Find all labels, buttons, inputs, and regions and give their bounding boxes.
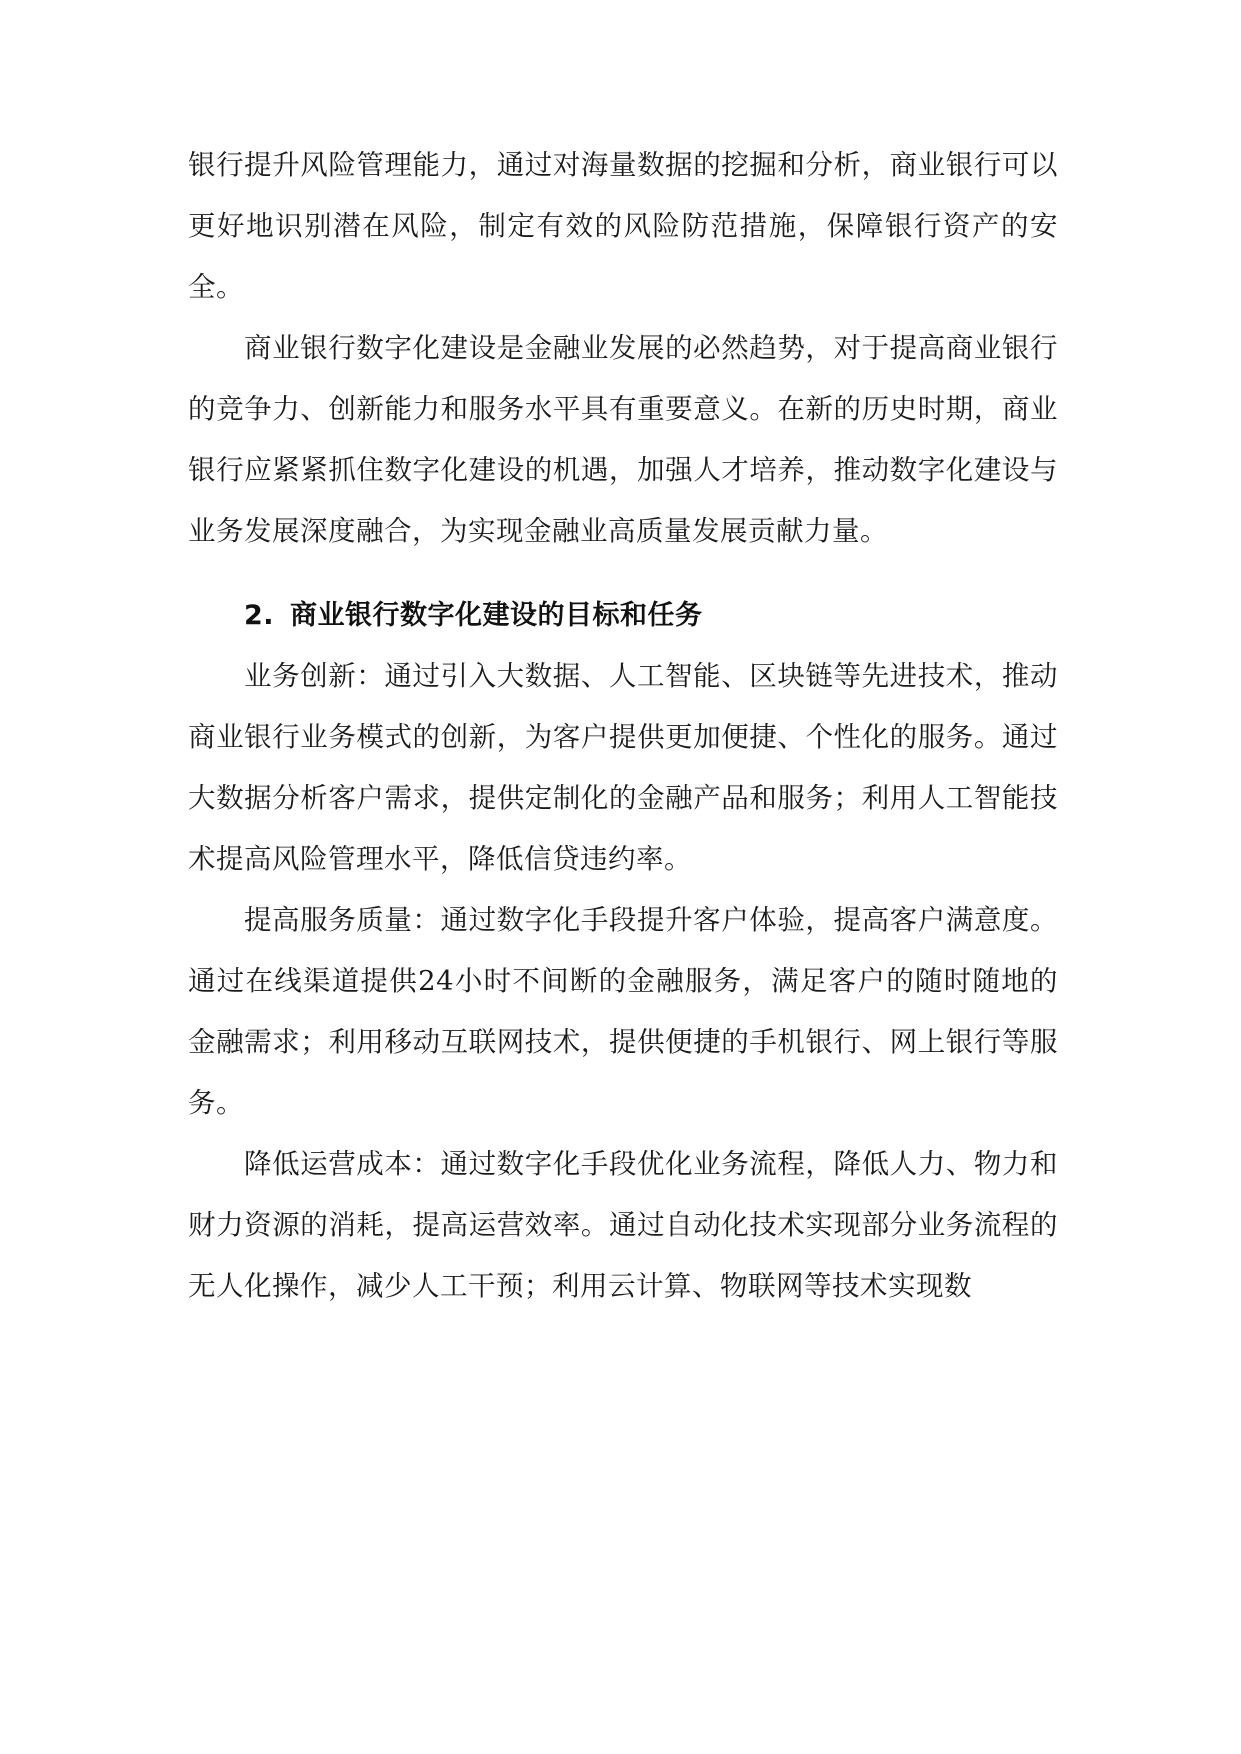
paragraph-conclusion: 商业银行数字化建设是金融业发展的必然趋势，对于提高商业银行的竞争力、创新能力和服务水平具有重要意义。在新的历史时期，商业银行应紧紧抓住数字化建设的机遇，加强人才培养，推动数字化建设与业务发展深度融合，为实现金融业高质量发展贡献力量。 <box>188 332 1058 547</box>
paragraph-service-quality: 提高服务质量：通过数字化手段提升客户体验，提高客户满意度。通过在线渠道提供24小时不间断的金融服务，满足客户的随时随地的金融需求；利用移动互联网技术，提供便捷的手机银行、网上银行等服务。 <box>188 904 1058 1119</box>
document-body <box>188 135 1058 1317</box>
section-title: 商业银行数字化建设的目标和任务 <box>290 600 703 631</box>
paragraph-operating-cost: 降低运营成本：通过数字化手段优化业务流程，降低人力、物力和财力资源的消耗，提高运营效率。通过自动化技术实现部分业务流程的无人化操作，减少人工干预；利用云计算、物联网等技术实现数 <box>188 1148 1058 1302</box>
paragraph-continued: 银行提升风险管理能力，通过对海量数据的挖掘和分析，商业银行可以更好地识别潜在风险，制定有效的风险防范措施，保障银行资产的安全。 <box>188 149 1058 303</box>
section-number: 2. <box>244 600 275 631</box>
paragraph-business-innovation: 业务创新：通过引入大数据、人工智能、区块链等先进技术，推动商业银行业务模式的创新，为客户提供更加便捷、个性化的服务。通过大数据分析客户需求，提供定制化的金融产品和服务；利用人工智能技术提高风险管理水平，降低信贷违约率。 <box>188 660 1058 875</box>
section-heading <box>188 585 1058 646</box>
